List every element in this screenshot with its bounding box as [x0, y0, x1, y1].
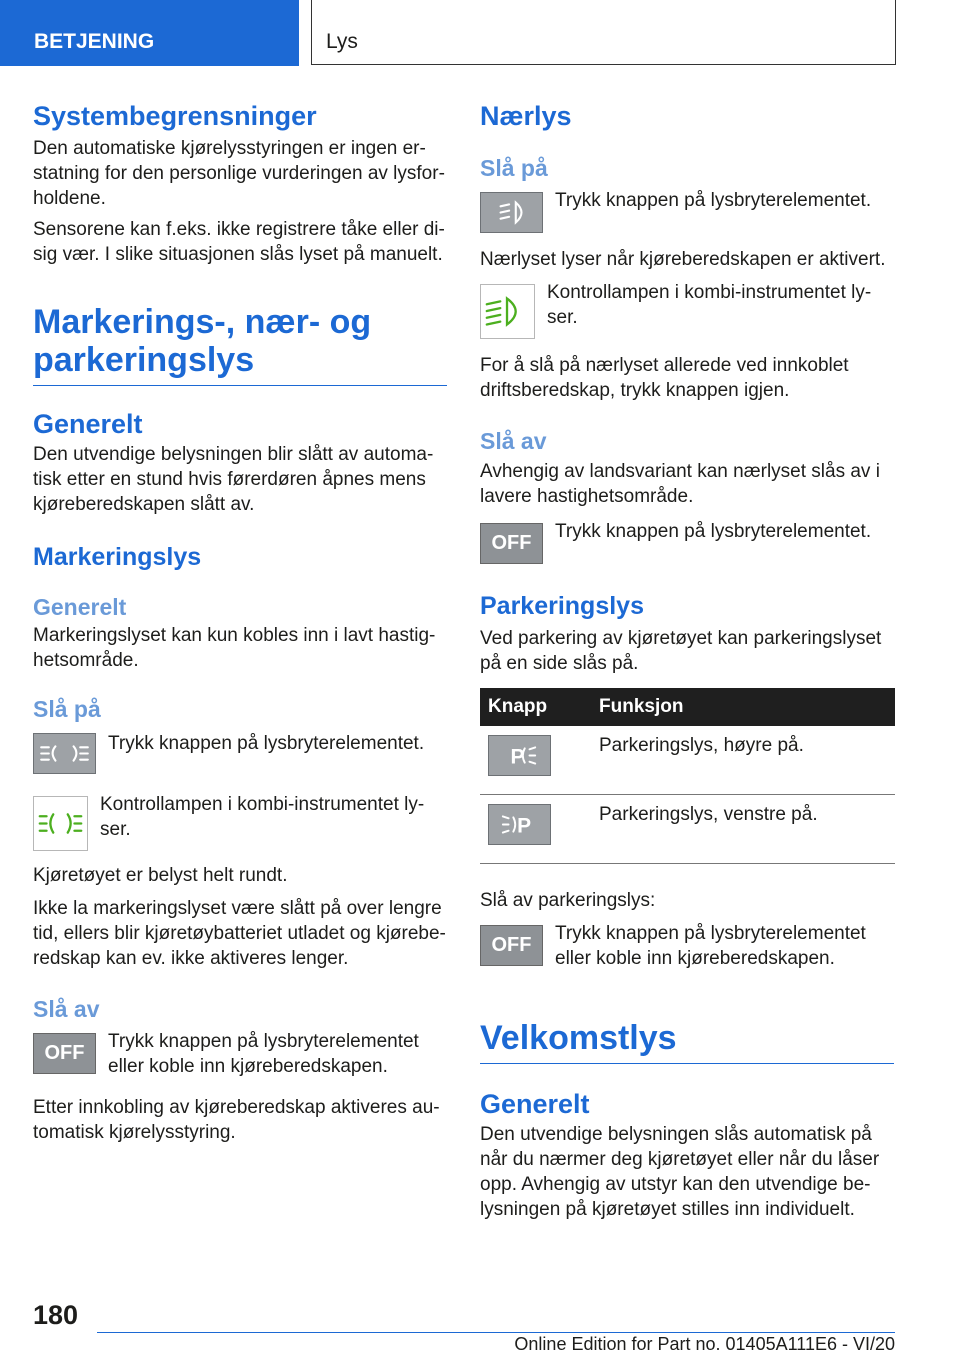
svg-text:P: P: [517, 814, 532, 838]
paragraph: Ikke la markeringslyset være slått på over lengre tid, ellers blir kjøretøybatteriet utladet og kjørebe-redskap kan ev. ikke aktiveres lenger.: [33, 898, 446, 969]
instruction-text: Trykk knappen på lysbryterelementet.: [108, 733, 425, 754]
section-title: Markerings-, nær- og parkeringslys: [33, 303, 447, 386]
heading-sla-pa: Slå på: [480, 155, 548, 181]
table-cell: Parkeringslys, venstre på.: [591, 795, 895, 864]
heading-generelt-sub: Generelt: [33, 594, 127, 620]
page-number: 180: [33, 1300, 79, 1330]
instruction-text: Trykk knappen på lysbryterelementet eller koble inn kjøreberedskapen.: [108, 1031, 419, 1077]
heading-systembegrensninger: Systembegrensninger: [33, 101, 317, 131]
table-header-row: [480, 688, 895, 726]
section-title: Velkomstlys: [480, 1019, 894, 1064]
heading-generelt: Generelt: [480, 1089, 590, 1119]
chapter-title: Lys: [311, 0, 896, 65]
paragraph: For å slå på nærlyset allerede ved innkoblet driftsberedskap, trykk knappen igjen.: [480, 355, 849, 401]
instruction-text: Trykk knappen på lysbryterelementet.: [555, 190, 872, 211]
table-cell: [480, 795, 591, 864]
heading-sla-pa: Slå på: [33, 696, 101, 722]
paragraph: Kjøretøyet er belyst helt rundt.: [33, 865, 288, 886]
svg-text:P: P: [510, 745, 525, 769]
instruction-row: [480, 921, 894, 971]
parking-light-table: [480, 688, 895, 864]
instruction-row: [480, 280, 894, 339]
paragraph: Slå av parkeringslys:: [480, 890, 656, 911]
heading-sla-av: Slå av: [480, 428, 547, 454]
instruction-row: [480, 188, 894, 233]
paragraph: Markeringslyset kan kun kobles inn i lavt hastig-hetsområde.: [33, 625, 436, 671]
off-button-icon: OFF: [33, 1033, 96, 1074]
paragraph: Den utvendige belysningen blir slått av automa-tisk etter en stund hvis førerdøren åpnes mens kjøreberedskapen slått av.: [33, 444, 434, 515]
paragraph: Ved parkering av kjøretøyet kan parkeringslyset på en side slås på.: [480, 628, 882, 674]
instruction-text: Kontrollampen i kombi-instrumentet ly-ser.: [547, 282, 872, 328]
table-cell: Parkeringslys, høyre på.: [591, 726, 895, 795]
off-button-icon: OFF: [480, 523, 543, 564]
parking-light-indicator-icon: [33, 796, 88, 851]
paragraph: Den utvendige belysningen slås automatisk på når du nærmer deg kjøretøyet eller når du låser opp. Avhengig av utstyr kan den utvendige be-lysningen på kjøretøyet stilles inn individuelt.: [480, 1124, 880, 1220]
instruction-text: Kontrollampen i kombi-instrumentet ly-ser.: [100, 794, 425, 840]
footer-divider: [97, 1332, 895, 1333]
parking-light-button-icon: [33, 733, 96, 774]
low-beam-indicator-icon: [480, 284, 535, 339]
off-button-icon: OFF: [480, 925, 543, 966]
parking-light-right-icon: [488, 735, 551, 776]
table-header-cell: Knapp: [480, 688, 591, 726]
heading-markeringslys: Markeringslys: [33, 543, 202, 571]
heading-naerlys: Nærlys: [480, 101, 572, 131]
paragraph: Nærlyset lyser når kjøreberedskapen er aktivert.: [480, 249, 886, 270]
paragraph: Etter innkobling av kjøreberedskap aktiveres au-tomatisk kjørelysstyring.: [33, 1097, 440, 1143]
edition-text: Online Edition for Part no. 01405A111E6 - VI/20: [514, 1334, 895, 1354]
instruction-row: [33, 729, 447, 774]
instruction-row: [33, 1029, 447, 1079]
section-tab: BETJENING: [0, 0, 299, 66]
instruction-row: [33, 792, 447, 851]
table-header-cell: Funksjon: [591, 688, 895, 726]
table-row: [480, 726, 895, 795]
page-header: [0, 0, 960, 66]
heading-sla-av: Slå av: [33, 996, 100, 1022]
left-column: [33, 100, 447, 1145]
low-beam-button-icon: [480, 192, 543, 233]
table-row: [480, 795, 895, 864]
right-column: [480, 100, 894, 1222]
instruction-text: Trykk knappen på lysbryterelementet eller koble inn kjøreberedskapen.: [555, 923, 866, 969]
paragraph: Avhengig av landsvariant kan nærlyset slås av i lavere hastighetsområde.: [480, 461, 880, 507]
instruction-text: Trykk knappen på lysbryterelementet.: [555, 521, 872, 542]
table-cell: [480, 726, 591, 795]
heading-generelt: Generelt: [33, 409, 143, 439]
heading-parkeringslys: Parkeringslys: [480, 592, 644, 620]
instruction-row: [480, 519, 894, 564]
paragraph: Sensorene kan f.eks. ikke registrere tåke eller di-sig vær. I slike situasjonen slås lyset på manuelt.: [33, 219, 445, 265]
parking-light-left-icon: [488, 804, 551, 845]
paragraph: Den automatiske kjørelysstyringen er ingen er-statning for den personlige vurderingen av lysfor-holdene.: [33, 138, 445, 209]
